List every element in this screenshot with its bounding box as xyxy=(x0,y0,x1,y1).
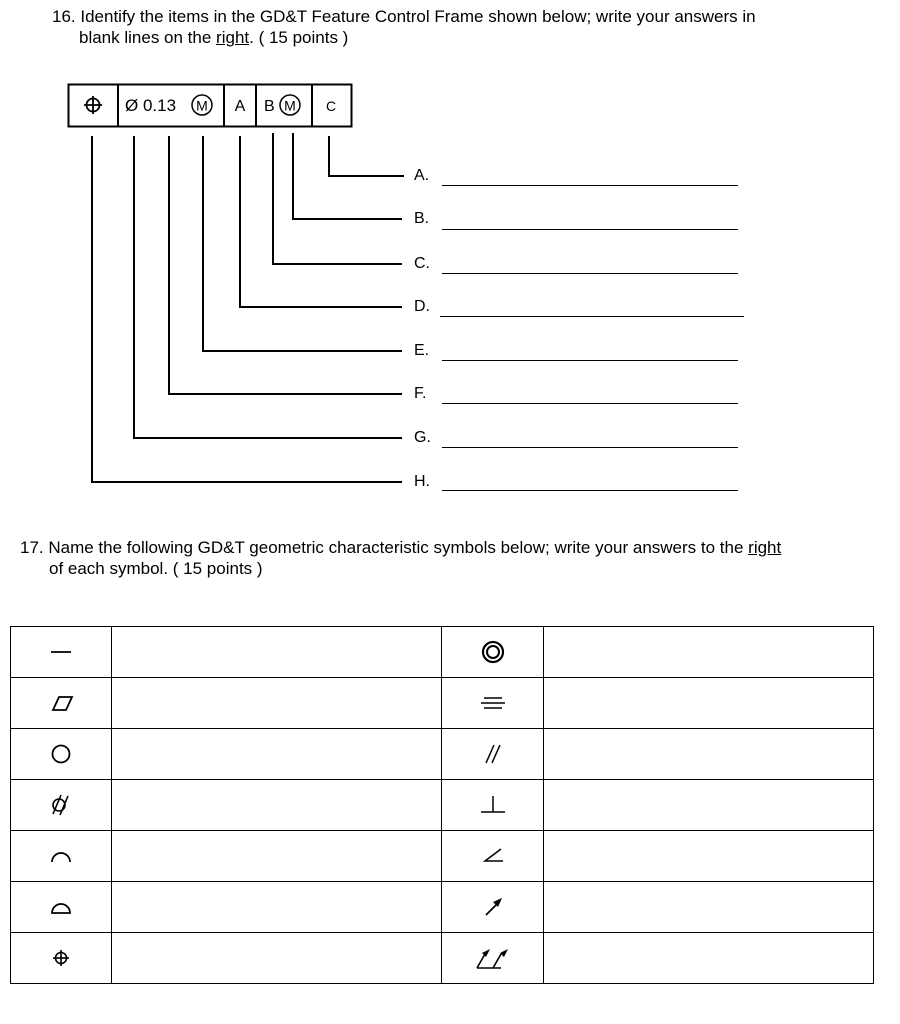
symbol-cell xyxy=(11,882,112,933)
answer-line-b[interactable] xyxy=(442,229,738,230)
angularity-icon xyxy=(478,841,508,871)
symbol-cell xyxy=(11,729,112,780)
circular-runout-icon xyxy=(478,892,508,922)
answer-cell[interactable] xyxy=(112,933,442,984)
answer-cell[interactable] xyxy=(112,729,442,780)
table-row xyxy=(11,627,874,678)
answer-line-d[interactable] xyxy=(440,316,744,317)
question-17-line2: of each symbol. ( 15 points ) xyxy=(49,559,263,578)
table-row xyxy=(11,882,874,933)
question-17-right-underlined: right xyxy=(748,538,782,557)
symbol-cell xyxy=(442,882,544,933)
circularity-icon xyxy=(46,739,76,769)
answer-line-f[interactable] xyxy=(442,403,738,404)
question-16-points: . ( 15 points ) xyxy=(249,28,349,47)
symbol-cell xyxy=(442,729,544,780)
answer-cell[interactable] xyxy=(544,678,874,729)
datum-b-modifier: M xyxy=(284,97,296,114)
symbol-cell xyxy=(442,831,544,882)
answer-line-e[interactable] xyxy=(442,360,738,361)
leader-h xyxy=(92,136,402,482)
label-b: B. xyxy=(414,210,430,227)
label-a: A. xyxy=(414,167,430,184)
symbol-cell xyxy=(11,831,112,882)
symbols-table xyxy=(10,626,874,984)
question-17 xyxy=(20,537,880,579)
answer-cell[interactable] xyxy=(112,882,442,933)
total-runout-icon xyxy=(473,943,513,973)
answer-cell[interactable] xyxy=(112,780,442,831)
straightness-icon xyxy=(46,637,76,667)
datum-a: A xyxy=(234,98,246,115)
concentricity-icon xyxy=(478,637,508,667)
answer-cell[interactable] xyxy=(544,933,874,984)
symbol-cell xyxy=(442,780,544,831)
symmetry-icon xyxy=(478,688,508,718)
label-d: D. xyxy=(414,298,430,315)
label-e: E. xyxy=(414,342,430,359)
answer-cell[interactable] xyxy=(544,780,874,831)
symbol-cell xyxy=(11,933,112,984)
tolerance-modifier: M xyxy=(196,97,208,114)
answer-cell[interactable] xyxy=(544,882,874,933)
cylindricity-icon xyxy=(44,790,78,820)
parallelism-icon xyxy=(478,739,508,769)
profile-of-line-icon xyxy=(46,841,76,871)
question-16-text: blank lines on the xyxy=(79,28,217,47)
datum-b: B xyxy=(264,98,275,115)
answer-line-a[interactable] xyxy=(442,185,738,186)
datum-c: C xyxy=(325,98,337,114)
perpendicularity-icon xyxy=(476,790,510,820)
symbol-cell xyxy=(11,678,112,729)
table-row xyxy=(11,780,874,831)
answer-line-h[interactable] xyxy=(442,490,738,491)
answer-cell[interactable] xyxy=(112,678,442,729)
label-h: H. xyxy=(414,473,430,490)
leader-d xyxy=(240,136,402,307)
symbol-cell xyxy=(442,678,544,729)
answer-cell[interactable] xyxy=(544,627,874,678)
label-g: G. xyxy=(414,429,431,446)
answer-cell[interactable] xyxy=(544,729,874,780)
leader-e xyxy=(203,136,402,351)
answer-line-c[interactable] xyxy=(442,273,738,274)
position-icon xyxy=(46,943,76,973)
question-17-text: 17. Name the following GD&T geometric characteristic symbols below; write your answers to the xyxy=(20,538,749,557)
table-row xyxy=(11,678,874,729)
symbol-cell xyxy=(442,933,544,984)
symbol-cell xyxy=(11,627,112,678)
table-row xyxy=(11,729,874,780)
table-row xyxy=(11,831,874,882)
flatness-icon xyxy=(44,688,78,718)
position-symbol-icon xyxy=(84,96,102,114)
label-c: C. xyxy=(414,255,430,272)
symbol-cell xyxy=(11,780,112,831)
table-row xyxy=(11,933,874,984)
leader-lines xyxy=(92,133,404,482)
question-16-right-underlined: right xyxy=(216,28,250,47)
leader-g xyxy=(134,136,402,438)
leader-a xyxy=(329,136,404,176)
answer-cell[interactable] xyxy=(544,831,874,882)
feature-control-frame xyxy=(69,84,352,127)
answer-cell[interactable] xyxy=(112,627,442,678)
label-f: F. xyxy=(414,385,427,402)
profile-of-surface-icon xyxy=(46,892,76,922)
question-17-line1 xyxy=(20,537,880,558)
answer-line-g[interactable] xyxy=(442,447,738,448)
tolerance-value: Ø 0.13 xyxy=(125,96,177,115)
symbol-cell xyxy=(442,627,544,678)
answer-cell[interactable] xyxy=(112,831,442,882)
question-16-line1: 16. Identify the items in the GD&T Feature Control Frame shown below; write your answers in xyxy=(52,7,756,26)
